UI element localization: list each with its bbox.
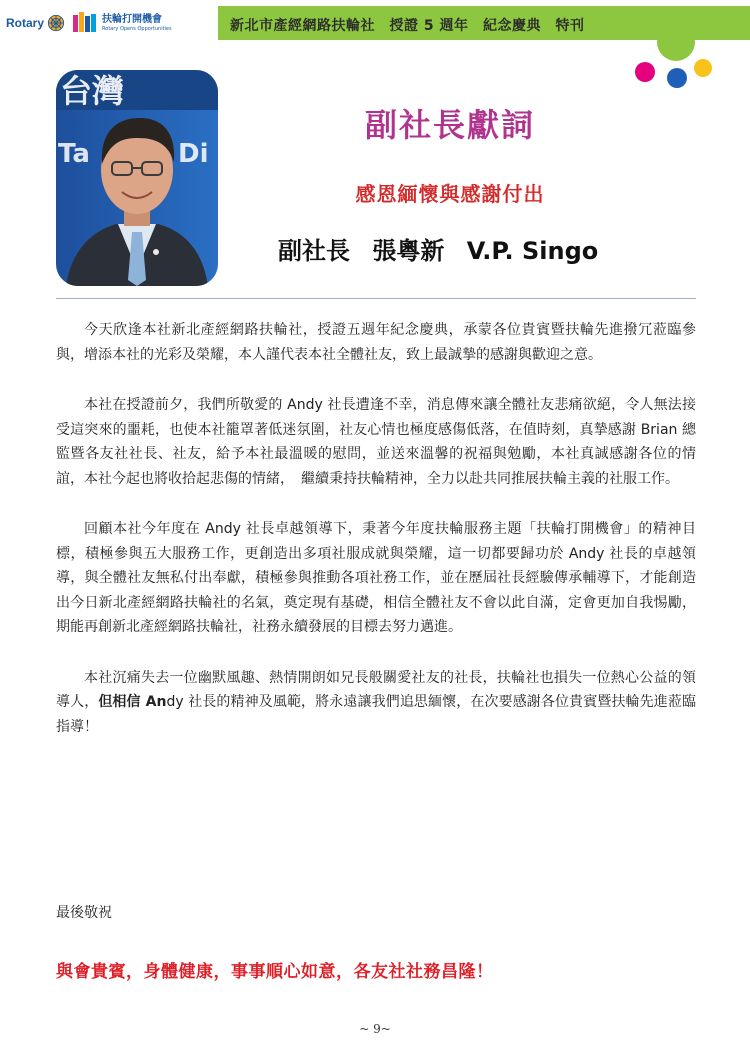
org-name-en: Rotary Opens Opportunities: [102, 25, 172, 32]
logo-area: [0, 6, 218, 40]
closing-line: 最後敬祝: [56, 905, 112, 921]
divider-line: [56, 298, 696, 299]
author-name: 張粵新: [372, 237, 445, 265]
svg-text:台灣: 台灣: [60, 72, 125, 110]
blessing-line: 與會貴賓，身體健康，事事順心如意，各友社社務昌隆！: [56, 962, 494, 982]
svg-text:Ta: Ta: [58, 139, 90, 169]
header-title: 新北市產經網路扶輪社 授證 5 週年 紀念慶典 特刊: [230, 18, 585, 34]
paragraph-4: [56, 666, 696, 740]
author-role: 副社長: [278, 237, 350, 265]
paragraph-2: 本社在授證前夕，我們所敬愛的 Andy 社長遭逢不幸，消息傳來讓全體社友悲痛欲絕，令人無法接受這突來的噩耗，也使本社籠罩著低迷氛圍，社友心情也極度感傷低落，在值時刻，真摯感謝 Brian 總監暨各友社社長、社友，給予本社最溫暖的慰問，並送來溫馨的祝福與勉勵，本社真誠感謝各位的情誼，本社今起也將收拾起悲傷的情緒， 繼續秉持扶輪精神，全力以赴共同推展扶輪主義的社服工作。: [56, 397, 696, 487]
portrait-illustration: [56, 70, 218, 286]
page-number: ~ 9~: [359, 1022, 391, 1036]
decorative-circles: [632, 22, 722, 92]
paragraph-1: 今天欣逢本社新北產經網路扶輪社，授證五週年紀念慶典，承蒙各位貴賓暨扶輪先進撥冗蒞臨參與，增添本社的光彩及榮耀，本人謹代表本社全體社友，致上最誠摯的感謝與歡迎之意。: [56, 322, 696, 363]
paragraph-4-bold: 但相信 An: [98, 694, 167, 710]
rotary-label: Rotary: [6, 16, 45, 30]
paragraph-4-part-a: 本社沉痛失去一位幽默風趣、熱情開朗如兄長般關愛社友的社長，扶輪社也損失一位熱心公益的領導人，: [56, 669, 696, 710]
org-name: [102, 15, 172, 32]
author-line: [278, 231, 612, 266]
opportunities-logo-icon: [73, 12, 99, 34]
paragraph-3: 回顧本社今年度在 Andy 社長卓越領導下，秉著今年度扶輪服務主題「扶輪打開機會」的精神目標，積極參與五大服務工作，更創造出多項社服成就與榮耀，這一切都要歸功於 Andy 社長的卓越領導，與全體社友無私付出奉獻，積極參與推動各項社務工作，並在歷屆社長經驗傳承輔導下，才能創造出今日新北產經網路扶輪社的名氣，奠定現有基礎，相信全體社友不會以此自滿，定會更加自我惕勵，期能再創新北產經網路扶輪社，社務永續發展的目標去努力邁進。: [56, 521, 696, 635]
article-subtitle: 感恩緬懷與感謝付出: [355, 182, 545, 206]
svg-text:Di: Di: [178, 139, 209, 169]
article-title: 副社長獻詞: [364, 106, 535, 144]
author-english-name: V.P. Singo: [466, 237, 599, 265]
portrait-photo: [56, 70, 218, 286]
paragraph-4-part-b: dy 社長的精神及風範，將永遠讓我們追思緬懷，在次要感謝各位貴賓暨扶輪先進蒞臨指導！: [56, 694, 696, 735]
article-body: [56, 318, 696, 765]
rotary-wheel-icon: [47, 14, 65, 32]
org-name-cn: 扶輪打開機會: [102, 13, 163, 25]
